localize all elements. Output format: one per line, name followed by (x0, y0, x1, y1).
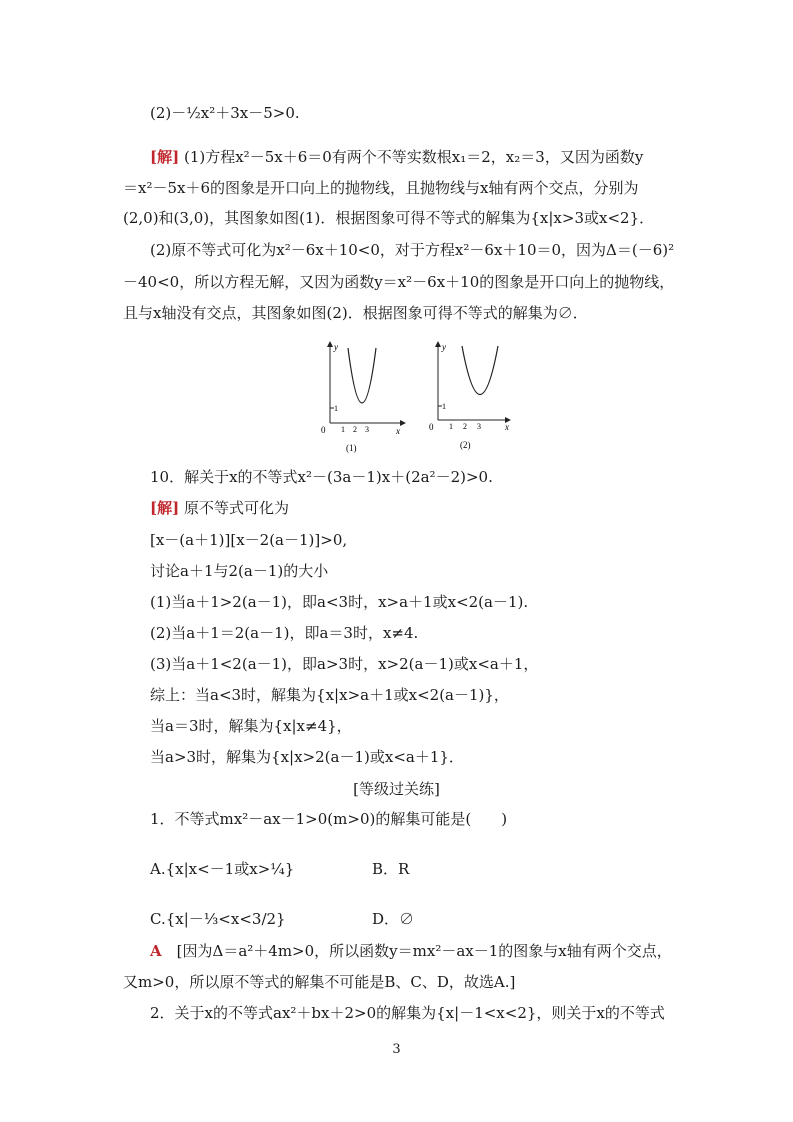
text-line: (2)原不等式可化为x²－6x＋10<0，对于方程x²－6x＋10＝0，因为Δ＝(－6)² (150, 241, 675, 259)
text-line: 当a>3时，解集为{x|x>2(a－1)或x<a＋1}． (150, 748, 464, 766)
fig1-tick: 2 (353, 425, 357, 434)
fig1-origin: 0 (321, 425, 326, 435)
fig1-y-tick: 1 (334, 404, 338, 413)
answer-tag: A (150, 942, 162, 960)
fig2-caption: (2) (460, 440, 471, 450)
fig2-tick: 1 (449, 422, 453, 431)
figure-2 (429, 342, 510, 450)
text-line: (1)当a＋1>2(a－1)，即a<3时，x>a＋1或x<2(a－1). (150, 593, 529, 611)
fig1-y-label: y (334, 342, 338, 352)
parabola-figures (310, 338, 520, 456)
fig1-x-label: x (396, 426, 400, 436)
fig2-tick: 2 (463, 422, 467, 431)
text-line: 综上：当a<3时，解集为{x|x>a＋1或x<2(a－1)}， (150, 686, 509, 704)
fig2-tick: 3 (477, 422, 481, 431)
text-line: (2,0)和(3,0)，其图象如图(1)．根据图象可得不等式的解集为{x|x>3或x<2}． (123, 209, 655, 227)
option-b: B．R (372, 860, 410, 878)
fig2-x-label: x (505, 422, 509, 432)
text-line: (1)方程x²－5x＋6＝0有两个不等实数根x₁＝2，x₂＝3，又因为函数y (179, 148, 644, 166)
text-line: －40<0，所以方程无解，又因为函数y＝x²－6x＋10的图象是开口向上的抛物线， (123, 273, 675, 291)
solution-tag: [解] (150, 148, 180, 166)
problem-2: 2．关于x的不等式ax²＋bx＋2>0的解集为{x|－1<x<2}，则关于x的不等式 (150, 1004, 665, 1022)
solution-tag: [解] (150, 499, 180, 517)
option-a: A.{x|x<－1或x>¼} (150, 860, 295, 878)
text-line: (2)当a＋1＝2(a－1)，即a＝3时，x≠4. (150, 624, 419, 642)
text-line: 且与x轴没有交点，其图象如图(2)．根据图象可得不等式的解集为∅． (123, 304, 588, 322)
fig2-y-tick: 1 (442, 402, 446, 411)
text-line: [x－(a＋1)][x－2(a－1)]>0, (150, 531, 348, 549)
fig2-origin: 0 (429, 422, 434, 432)
problem-1: 1．不等式mx²－ax－1>0(m>0)的解集可能是( ) (150, 810, 508, 828)
page-number: 3 (392, 1042, 401, 1057)
figure-1 (321, 342, 405, 453)
text-line: (3)当a＋1<2(a－1)，即a>3时，x>2(a－1)或x<a＋1， (150, 655, 539, 673)
text-line: ＝x²－5x＋6的图象是开口向上的抛物线，且抛物线与x轴有两个交点，分别为 (123, 179, 639, 197)
fig2-y-label: y (442, 342, 446, 352)
answer-line (150, 941, 672, 961)
text-line: 讨论a＋1与2(a－1)的大小 (150, 562, 329, 580)
text-line: [因为Δ＝a²＋4m>0，所以函数y＝mx²－ax－1的图象与x轴有两个交点， (161, 942, 672, 960)
fig1-caption: (1) (346, 443, 357, 453)
text-line: (2)－½x²＋3x－5>0. (150, 104, 300, 122)
fig1-tick: 3 (365, 425, 369, 434)
text-line: 又m>0，所以原不等式的解集不可能是B、C、D，故选A.] (123, 973, 516, 991)
problem-10: 10．解关于x的不等式x²－(3a－1)x＋(2a²－2)>0. (150, 468, 493, 486)
text-line: 当a＝3时，解集为{x|x≠4}， (150, 717, 352, 735)
text-line: 原不等式可化为 (179, 499, 289, 517)
solution-line (150, 147, 643, 167)
solution-line (150, 498, 289, 518)
option-c: C.{x|－⅓<x<3/2} (150, 910, 286, 928)
section-title: [等级过关练] (353, 780, 440, 798)
option-d: D．∅ (372, 910, 415, 928)
fig1-tick: 1 (341, 425, 345, 434)
